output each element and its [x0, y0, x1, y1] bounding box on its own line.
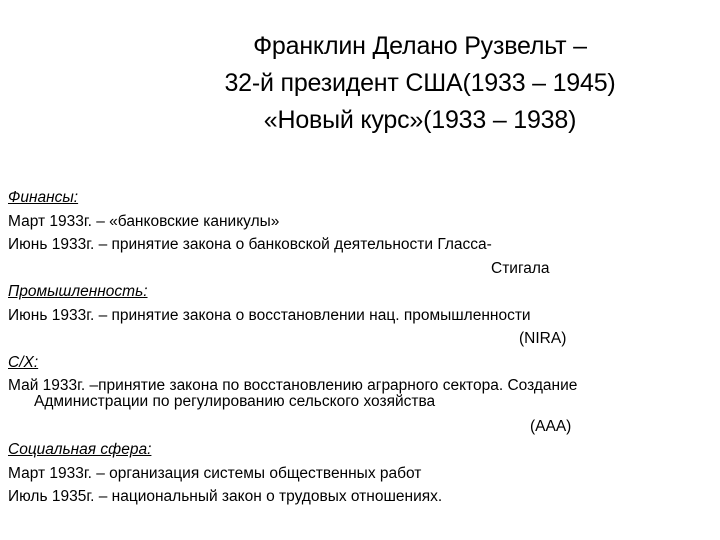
agriculture-line-2: Администрации по регулированию сельского хозяйства — [34, 392, 436, 410]
social-line-2: Июль 1935г. – национальный закон о трудовых отношениях. — [8, 488, 443, 505]
industry-heading: Промышленность: — [8, 283, 148, 300]
agriculture-line-1: Май 1933г. –принятие закона по восстановлению аграрного сектора. Создание — [8, 377, 578, 394]
finance-line-2: Июнь 1933г. – принятие закона о банковской деятельности Гласса- — [8, 236, 492, 253]
title-line-2: 32-й президент США(1933 – 1945) — [224, 69, 616, 97]
title-line-3: «Новый курс»(1933 – 1938) — [263, 106, 577, 134]
industry-line-1: Июнь 1933г. – принятие закона о восстановлении нац. промышленности — [8, 306, 531, 324]
agriculture-heading: С/Х: — [8, 353, 39, 371]
finance-line-1: Март 1933г. – «банковские каникулы» — [8, 212, 280, 230]
social-heading: Социальная сфера: — [8, 441, 152, 458]
slide-content — [8, 186, 712, 509]
finance-line-3: Стигала — [491, 259, 550, 277]
slide-title — [180, 28, 660, 139]
industry-line-2: (NIRA) — [519, 330, 567, 347]
title-line-1: Франклин Делано Рузвельт – — [253, 32, 587, 60]
finance-heading: Финансы: — [8, 189, 79, 206]
agriculture-line-3: (AAA) — [530, 417, 572, 435]
social-line-1: Март 1933г. – организация системы общественных работ — [8, 464, 422, 482]
